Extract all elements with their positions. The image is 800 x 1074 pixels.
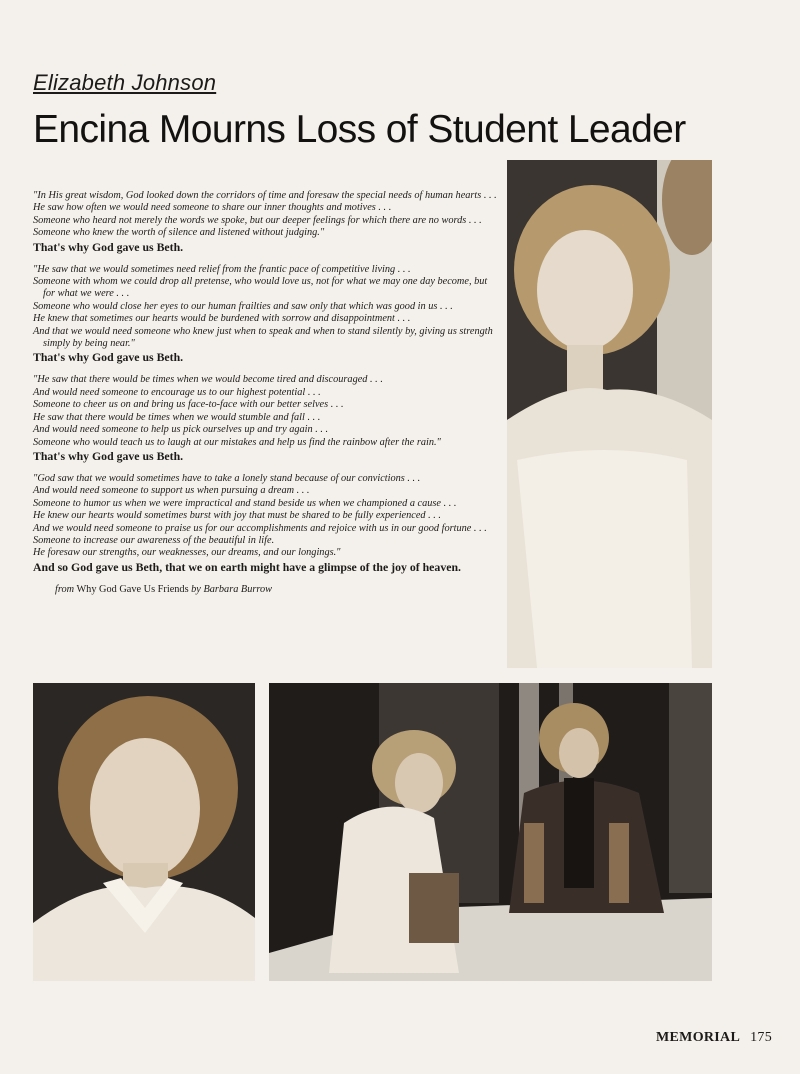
- poem-line: "He saw that we would sometimes need relief from the frantic pace of competitive living . . .: [33, 263, 411, 275]
- portrait-photo-small: [33, 683, 255, 981]
- credit-author: by Barbara Burrow: [191, 583, 273, 595]
- poem-line: "In His great wisdom, God looked down the corridors of time and foresaw the special needs of human hearts . . .: [33, 190, 497, 201]
- poem-line: He saw how often we would need someone to share our inner thoughts and motives . . .: [33, 202, 392, 214]
- poem-line: He foresaw our strengths, our weaknesses, our dreams, and our longings.": [33, 547, 341, 559]
- poem-stanza: [33, 374, 498, 462]
- page-title: Encina Mourns Loss of Student Leader: [33, 108, 686, 151]
- poem-line: Someone who knew the worth of silence and listened without judging.": [33, 227, 325, 239]
- poem-refrain: And so God gave us Beth, that we on earth might have a glimpse of the joy of heaven.: [33, 559, 461, 574]
- portrait-photo-large: [507, 160, 712, 668]
- poem-line: Someone who would close her eyes to our human frailties and saw only that which was good in us . . .: [33, 300, 453, 312]
- poem-line: "God saw that we would sometimes have to take a lonely stand because of our convictions . . .: [33, 472, 421, 484]
- credit-title: Why God Gave Us Friends: [76, 583, 189, 595]
- poem-credit: [33, 584, 498, 596]
- poem-refrain: That's why God gave us Beth.: [33, 239, 184, 254]
- byline: Elizabeth Johnson: [33, 70, 217, 95]
- poem-line: He knew our hearts would sometimes burst with joy that must be shared to be fully experienced . . .: [33, 510, 442, 522]
- poem-line: Someone to cheer us on and bring us face-to-face with our better selves . . .: [33, 399, 344, 411]
- memorial-poem: [33, 190, 498, 596]
- poem-line: Someone to humor us when we were impractical and stand beside us when we championed a cause . . .: [33, 497, 457, 509]
- poem-line: Someone who heard not merely the words we spoke, but our deeper feelings for which there are no words . . .: [33, 214, 482, 226]
- poem-line: And would need someone to support us when pursuing a dream . . .: [33, 485, 310, 497]
- section-label: MEMORIAL: [656, 1030, 741, 1045]
- poem-line: Someone with whom we could drop all pretense, who would love us, not for what we may one day become, but for what we were . . .: [33, 276, 488, 300]
- portrait-photo-small-image: [33, 683, 255, 981]
- poem-line: He knew that sometimes our hearts would be burdened with sorrow and disappointment . . .: [33, 313, 411, 325]
- page-number: 175: [750, 1030, 772, 1045]
- poem-line: And would need someone to encourage us to our highest potential . . .: [33, 386, 321, 398]
- poem-refrain: That's why God gave us Beth.: [33, 448, 184, 463]
- portrait-photo-large-image: [507, 160, 712, 668]
- poem-line: Someone who would teach us to laugh at our mistakes and help us find the rainbow after the rain.": [33, 436, 441, 448]
- poem-stanza: [33, 473, 498, 574]
- group-photo: [269, 683, 712, 981]
- poem-line: And that we would need someone who knew just when to speak and when to stand silently by, giving us strength simply by being near.": [33, 325, 493, 350]
- poem-line: And would need someone to help us pick ourselves up and try again . . .: [33, 424, 329, 436]
- poem-stanza: [33, 190, 498, 254]
- page-footer: [656, 1030, 772, 1046]
- poem-refrain: That's why God gave us Beth.: [33, 350, 184, 365]
- poem-line: Someone to increase our awareness of the beautiful in life.: [33, 534, 275, 546]
- poem-line: "He saw that there would be times when we would become tired and discouraged . . .: [33, 374, 383, 386]
- poem-stanza: [33, 264, 498, 365]
- credit-prefix: from: [55, 583, 75, 595]
- group-photo-image: [269, 683, 712, 981]
- poem-line: He saw that there would be times when we would stumble and fall . . .: [33, 411, 321, 423]
- poem-line: And we would need someone to praise us for our accomplishments and rejoice with us in our good fortune . . .: [33, 522, 487, 534]
